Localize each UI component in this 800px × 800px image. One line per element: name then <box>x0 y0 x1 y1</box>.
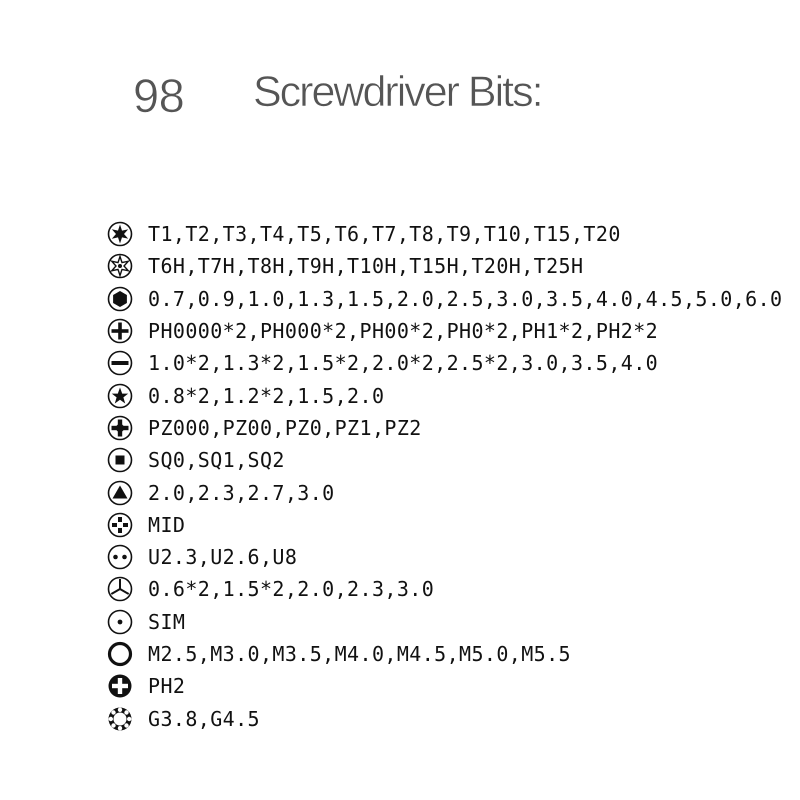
list-item <box>107 250 787 282</box>
list-item <box>107 606 787 638</box>
bit-sizes: PH0000*2,PH000*2,PH00*2,PH0*2,PH1*2,PH2*2 <box>148 319 659 344</box>
phillips-icon <box>107 318 133 344</box>
slotted-icon <box>107 350 133 376</box>
bit-sizes: 0.7,0.9,1.0,1.3,1.5,2.0,2.5,3.0,3.5,4.0,4.5,5.0,6.0 <box>148 286 783 311</box>
title-text: Screwdriver Bits: <box>253 68 542 116</box>
bit-sizes: U2.3,U2.6,U8 <box>148 545 298 570</box>
torx-star-icon <box>107 221 133 247</box>
square-icon <box>107 447 133 473</box>
sim-pin-icon <box>107 609 133 635</box>
bit-sizes: MID <box>148 512 186 537</box>
bit-sizes: SQ0,SQ1,SQ2 <box>148 448 285 473</box>
pozidriv-icon <box>107 415 133 441</box>
bit-sizes: PH2 <box>148 674 186 699</box>
list-item <box>107 573 787 605</box>
hex-icon <box>107 286 133 312</box>
pentalobe-icon <box>107 383 133 409</box>
list-item <box>107 444 787 476</box>
page-title <box>0 68 800 138</box>
bit-sizes: M2.5,M3.0,M3.5,M4.0,M4.5,M5.0,M5.5 <box>148 642 571 666</box>
bit-sizes: G3.8,G4.5 <box>148 706 260 731</box>
list-item <box>107 283 787 315</box>
mid-cross-icon <box>107 512 133 538</box>
bit-list <box>107 218 787 735</box>
bit-count: 98 <box>133 69 185 122</box>
bit-sizes: SIM <box>148 609 186 634</box>
list-item <box>107 315 787 347</box>
list-item <box>107 541 787 573</box>
ph2-cross-icon <box>107 673 133 699</box>
bit-sizes: T6H,T7H,T8H,T9H,T10H,T15H,T20H,T25H <box>148 254 584 279</box>
gamebit-icon <box>107 706 133 732</box>
list-item <box>107 509 787 541</box>
list-item <box>107 412 787 444</box>
triangle-icon <box>107 480 133 506</box>
tri-wing-icon <box>107 576 133 602</box>
bit-sizes: PZ000,PZ00,PZ0,PZ1,PZ2 <box>148 415 422 440</box>
list-item <box>107 702 787 734</box>
bit-sizes: 2.0,2.3,2.7,3.0 <box>148 480 335 505</box>
u-two-point-icon <box>107 544 133 570</box>
list-item <box>107 347 787 379</box>
list-item <box>107 476 787 508</box>
bit-sizes: T1,T2,T3,T4,T5,T6,T7,T8,T9,T10,T15,T20 <box>148 222 621 247</box>
ring-socket-icon <box>107 641 133 667</box>
torx-security-icon <box>107 253 133 279</box>
list-item <box>107 638 787 670</box>
bit-sizes: 0.6*2,1.5*2,2.0,2.3,3.0 <box>148 577 435 602</box>
list-item <box>107 379 787 411</box>
list-item <box>107 670 787 702</box>
list-item <box>107 218 787 250</box>
bit-sizes: 1.0*2,1.3*2,1.5*2,2.0*2,2.5*2,3.0,3.5,4.0 <box>148 351 659 376</box>
bit-sizes: 0.8*2,1.2*2,1.5,2.0 <box>148 383 385 408</box>
